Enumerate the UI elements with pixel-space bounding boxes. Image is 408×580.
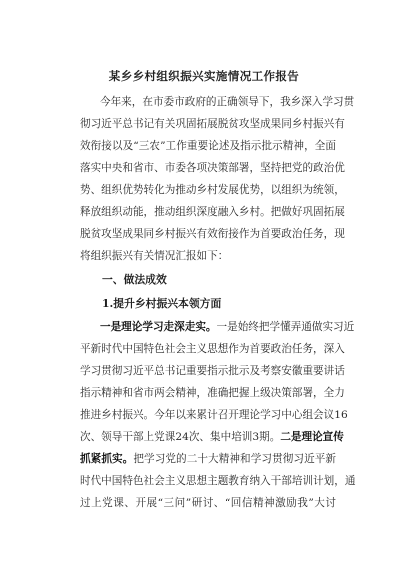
intro-line: 彻习近平总书记有关巩固拓展脱贫攻坚成果同乡村振兴有 <box>80 118 345 130</box>
paragraph-line: 推进乡村振兴。今年以来累计召开理论学习中心组会议16 <box>80 409 348 421</box>
intro-line: 势、组织优势转化为推动乡村发展优势，以组织为统领， <box>80 184 345 196</box>
intro-line: 效衔接以及“三农”工作重要论述及指示批示精神，全面 <box>80 140 336 152</box>
document-title: 某乡乡村组织振兴实施情况工作报告 <box>108 69 300 83</box>
intro-line: 落实中央和省市、市委各项决策部署，坚持把党的政治优 <box>80 162 345 174</box>
subsection-heading: 1.提升乡村振兴本领方面 <box>102 297 222 310</box>
intro-line: 将组织振兴有关情况汇报如下： <box>80 250 229 262</box>
paragraph-lead: 一是理论学习走深走实。 <box>100 321 217 333</box>
paragraph-line: 平新时代中国特色社会主义思想作为首要政治任务，深入 <box>80 343 345 355</box>
paragraph-lead: 抓紧抓实。 <box>80 453 134 465</box>
paragraph-line: 指示精神和省市两会精神，准确把握上级决策部署，全力 <box>80 387 345 399</box>
paragraph-line <box>100 320 355 334</box>
paragraph-text: 次、领导干部上党课24次、集中培训3期。 <box>80 431 281 443</box>
intro-line: 今年来，在市委市政府的正确领导下，我乡深入学习贯 <box>100 96 355 108</box>
paragraph-line: 时代中国特色社会主义思想主题教育纳入干部培训计划，通 <box>80 475 356 487</box>
intro-line: 释放组织动能，推动组织深度融入乡村。把做好巩固拓展 <box>80 206 345 218</box>
section-heading: 一、做法成效 <box>102 273 167 286</box>
paragraph-text: 一是始终把学懂弄通做实习近 <box>216 321 355 333</box>
paragraph-line: 学习贯彻习近平总书记重要指示批示及考察安徽重要讲话 <box>80 365 345 377</box>
paragraph-lead: 二是理论宣传 <box>280 431 344 443</box>
paragraph-line <box>80 430 344 444</box>
paragraph-line <box>80 452 336 466</box>
paragraph-line: 过上党课、开展“三问”研讨、“回信精神激励我”大讨 <box>80 497 336 509</box>
intro-line: 脱贫攻坚成果同乡村振兴有效衔接作为首要政治任务，现 <box>80 228 345 240</box>
paragraph-text: 把学习党的二十大精神和学习贯彻习近平新 <box>133 453 337 465</box>
